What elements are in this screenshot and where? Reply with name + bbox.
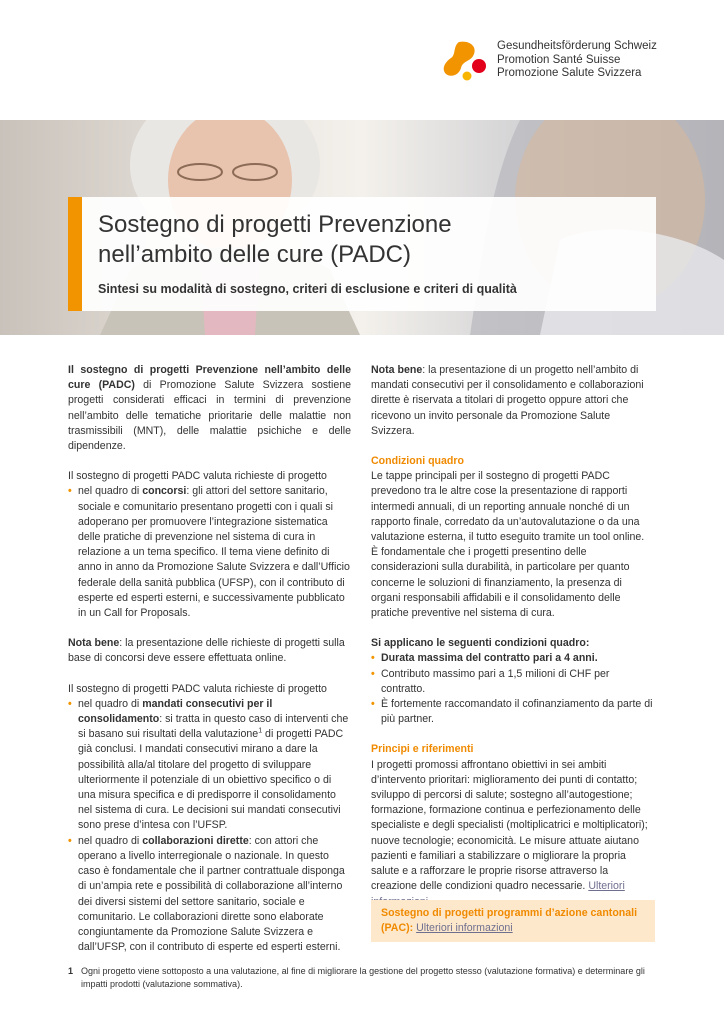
nota-bene-label: Nota bene bbox=[68, 637, 120, 650]
intro-paragraph bbox=[68, 363, 351, 454]
pac-more-info-link[interactable]: Ulteriori informazioni bbox=[416, 922, 513, 935]
nota-bene-label: Nota bene bbox=[371, 364, 423, 376]
title-line-1: Sostegno di progetti Prevenzione bbox=[98, 211, 452, 238]
list-item bbox=[68, 484, 351, 621]
org-name-fr: Promotion Santé Suisse bbox=[497, 53, 621, 66]
concorsi-list bbox=[68, 484, 351, 621]
apply-heading: Si applicano le seguenti condizioni quadro: bbox=[371, 637, 590, 650]
list-item bbox=[371, 667, 654, 697]
page-title bbox=[98, 210, 452, 270]
right-column bbox=[371, 363, 654, 925]
title-line-2: nell’ambito delle cure (PADC) bbox=[98, 241, 412, 268]
intro-bold: Il sostegno di progetti Prevenzione nell’ambito delle cure (PADC) bbox=[68, 364, 351, 392]
left-column bbox=[68, 363, 351, 970]
org-name-it: Promozione Salute Svizzera bbox=[497, 67, 642, 79]
footnote-number: 1 bbox=[68, 966, 74, 976]
condizioni-heading: Condizioni quadro bbox=[371, 455, 464, 468]
list-item-prefix: nel quadro di bbox=[78, 834, 143, 847]
list-item-bold: collaborazioni dirette bbox=[142, 834, 249, 847]
list-item bbox=[371, 651, 654, 666]
principi-heading: Principi e riferimenti bbox=[371, 743, 474, 756]
intro-text: di Promozione Salute Svizzera sostiene progetti considerati efficaci in termini di prevenzione nell’ambito delle tematiche prioritarie delle malattie non trasmissibili (MNT), delle malattie psichiche e delle dipendenze. bbox=[68, 379, 351, 453]
list-item-prefix: nel quadro di bbox=[78, 485, 143, 498]
condition-text: È fortemente raccomandato il cofinanziamento da parte di più partner. bbox=[381, 698, 653, 726]
mandati-lead: Il sostegno di progetti PADC valuta richieste di progetto bbox=[68, 682, 327, 695]
nota-bene-left bbox=[68, 636, 351, 666]
nota-bene-text: : la presentazione delle richieste di progetti sulla base di concorsi deve essere effettuata online. bbox=[68, 637, 345, 665]
conditions-list bbox=[371, 651, 654, 727]
list-item-text: : gli attori del settore sanitario, sociale e comunitario presentano progetti con i quali si adoperano per promuovere l’integrazione sistematica delle pratiche di prevenzione nel sistema di cura in relazione a un tema specifico. Il tema viene definito di anno in anno da Promozione Salute Svizzera e dall’Ufficio federale della sanità pubblica (UFSP), con il contributo di esperte ed esperti esterni, e successivamente pubblicato in un Call for Proposals. bbox=[78, 485, 350, 620]
condition-text: Contributo massimo pari a 1,5 milioni di CHF per contratto. bbox=[381, 667, 610, 695]
condition-text: Durata massima del contratto pari a 4 anni. bbox=[381, 652, 598, 665]
list-item-text: di progetti PADC già conclusi. I mandati consecutivi mirano a dare la possibilità alla/al titolare del progetto di sviluppare ulteriormente il potenziale di un obiettivo specifico o di una misura specifica e di predisporre il consolidamento nel sistema di cura. Le decisioni sui mandati consecutivi sono prese d’intesa con l’UFSP. bbox=[78, 728, 344, 832]
list-item bbox=[68, 834, 351, 956]
page-subtitle: Sintesi su modalità di sostegno, criteri di esclusione e criteri di qualità bbox=[98, 282, 517, 296]
list-item-prefix: nel quadro di bbox=[78, 697, 143, 710]
list-item-text: : con attori che operano a livello interregionale o nazionale. In questo caso è fondamentale che il partner contrattuale disponga di un’ampia rete e possibilità di collaborazione all’interno dei diversi sistemi del settore sanitario, sociale e comunitario. Le collaborazioni dirette sono elaborate congiuntamente da Promozione Salute Svizzera e dall’UFSP, con il contributo di esperte ed esperti esterni. bbox=[78, 834, 345, 954]
list-item-bold: concorsi bbox=[142, 485, 187, 498]
organization-logo-icon bbox=[441, 38, 491, 82]
pac-callout-text bbox=[381, 906, 651, 936]
nota-bene-right bbox=[371, 363, 654, 439]
principi-body: I progetti promossi affrontano obiettivi in sei ambiti d’intervento prioritari: miglioramento dei punti di contatto; sviluppo di percorsi di salute; sostegno all’autogestione; formazione, formazione continua e perfezionamento delle specialiste e degli specialisti (moltiplicatrici e moltiplicatori); nuove tecnologie; economicità. Le misure attuate aiutano pazienti e familiari a stabilizzare o migliorare la propria salute e a rafforzare le proprie risorse attraverso la creazione delle condizioni quadro necessarie. bbox=[371, 758, 648, 893]
condizioni-text: Le tappe principali per il sostegno di progetti PADC prevedono tra le altre cose la presentazione di rapporti intermedi annuali, di un reporting annuale nonché di un rapporto finale, corredato da un’autovalutazione o da una valutazione esterna, il tutto eseguito tramite un tool online. È fondamentale che i progetti presentino delle considerazioni sulla durabilità, in particolare per quanto concerne le soluzioni di finanziamento, la presenza di organi responsabili affidabili e il consolidamento delle pratiche preventive nel sistema di cura. bbox=[371, 470, 645, 620]
concorsi-lead: Il sostegno di progetti PADC valuta richieste di progetto bbox=[68, 470, 327, 483]
list-item bbox=[371, 697, 654, 727]
list-item-text: : si tratta in questo caso di interventi che si basano sui risultati della valutazione bbox=[78, 713, 349, 741]
org-name-de: Gesundheitsförderung Schweiz bbox=[497, 40, 657, 52]
organization-name bbox=[497, 40, 657, 81]
mandati-list bbox=[68, 697, 351, 955]
title-accent-bar bbox=[68, 197, 82, 311]
nota-bene-text: : la presentazione di un progetto nell’ambito di mandati consecutivi per il consolidamento e collaborazioni dirette è riservata a titolari di progetto oppure attori che ricevono un invito personale da Promozione Salute Svizzera. bbox=[371, 364, 644, 437]
footnote-text: Ogni progetto viene sottoposto a una valutazione, al fine di migliorare la gestione del progetto stesso (valutazione formativa) e determinare gli impatti prodotti (valutazione sommativa). bbox=[81, 966, 645, 989]
principi-text bbox=[371, 758, 654, 910]
more-info-link[interactable]: Ulteriori bbox=[588, 880, 625, 893]
list-item bbox=[68, 697, 351, 834]
list-item-bold: mandati consecutivi per il consolidamento bbox=[78, 697, 273, 726]
pac-text: Sostegno di progetti programmi d’azione cantonali (PAC): bbox=[381, 907, 638, 935]
footnote-ref: 1 bbox=[258, 727, 263, 735]
